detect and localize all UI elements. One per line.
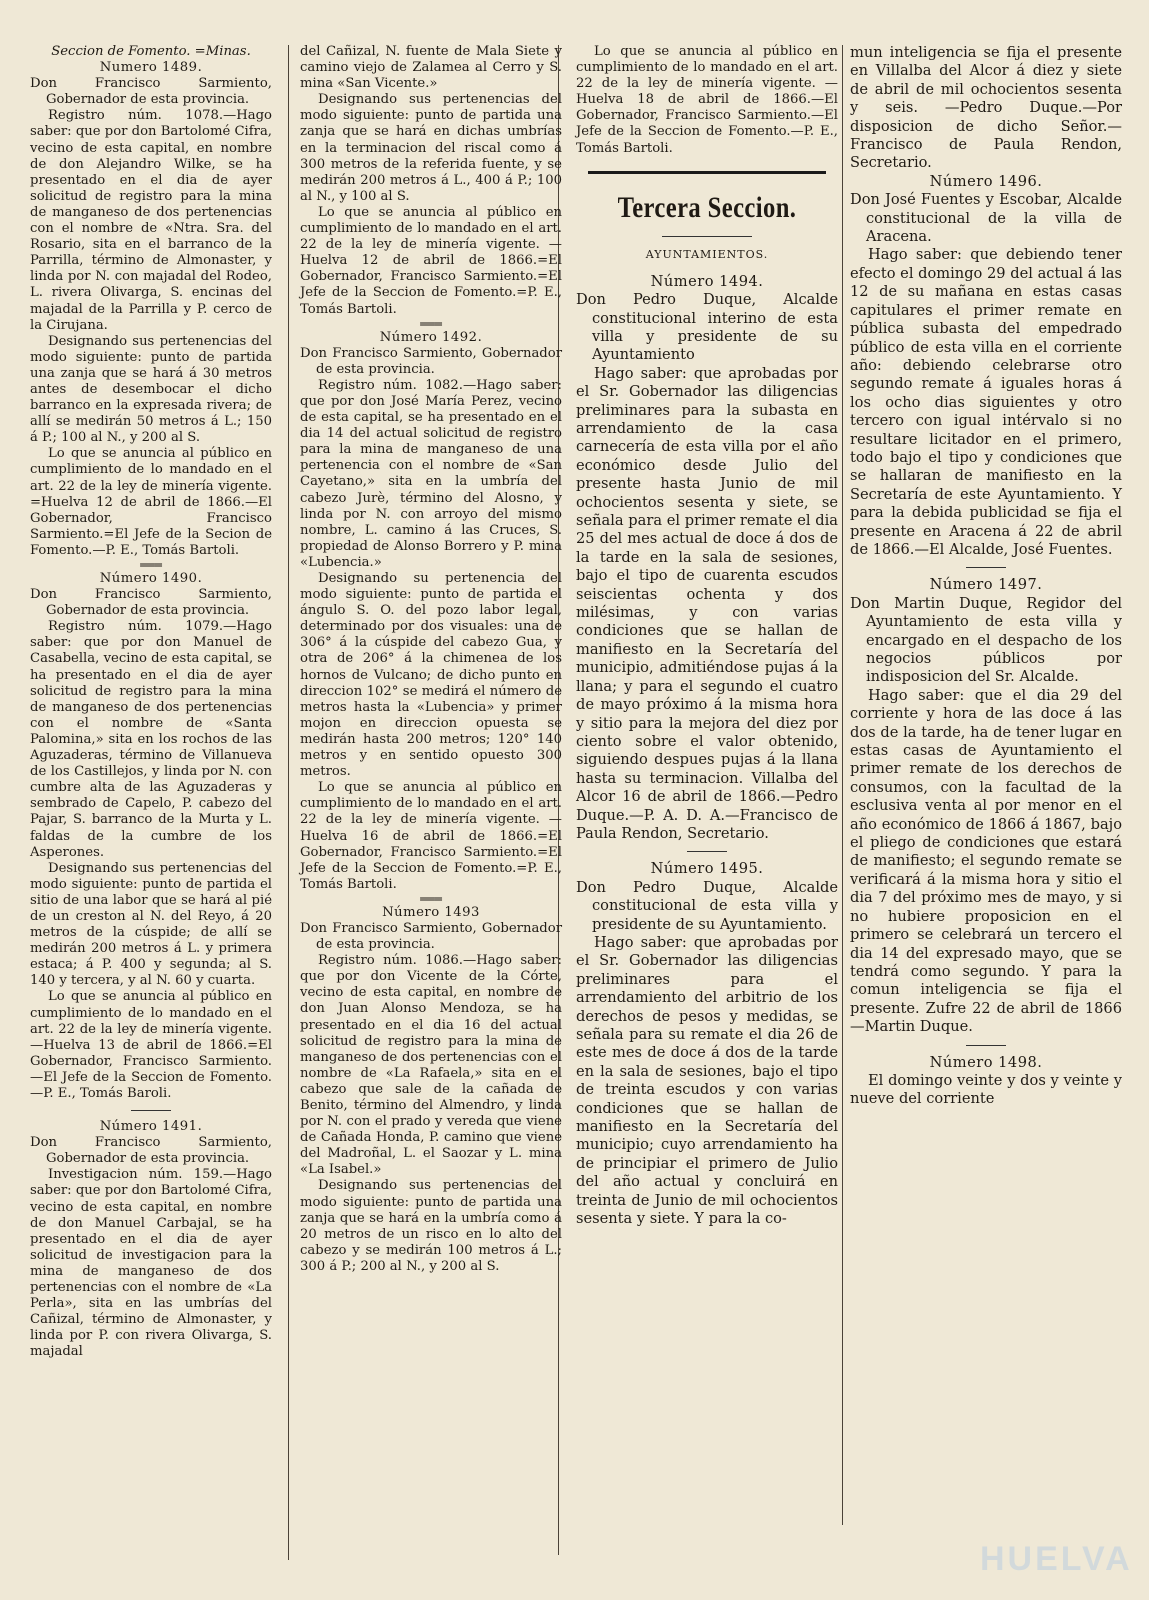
column-rule — [288, 45, 289, 1560]
paragraph: Hago saber: que el dia 29 del corriente y hora de las doce á las dos de la tarde, ha de tener lugar en estas casas de Ayuntamiento el primer remate de los derechos de consumos, con la facultad de la esclusiva venta al por menor en el año económico de 1866 á 1867, bajo el pliego de condiciones que estará de manifiesto; el segundo remate se verificará á la misma hora y sitio el dia 7 del próximo mes de mayo, y si no hubiere proposicion en el primero se celebrará un tercero el dia 14 del expresado mayo, que se tendrá como segundo. Y para la comun inteligencia se fija el presente. Zufre 22 de abril de 1866 —Martin Duque. — [850, 686, 1122, 1036]
separator: ═══ — [420, 316, 442, 331]
paragraph: Hago saber: que debiendo tener efecto el domingo 29 del actual á las 12 de su mañana en estas casas capitulares el primer remate en pública subasta del empedrado público de esta villa en el corriente año: debiendo celebrarse otro segundo remate á iguales horas á los ocho dias siguientes y otro tercero con igual intérvalo si no resultare licitador en el primero, todo bajo el tipo y condiciones que se hallaran de manifiesto en la Secretaría de este Ayuntamiento. Y para la debida publicidad se fija el presente en Aracena á 22 de abril de 1866.—El Alcalde, José Fuentes. — [850, 246, 1122, 558]
section-subtitle: AYUNTAMIENTOS. — [645, 247, 769, 261]
paragraph: mun inteligencia se fija el presente en Villalba del Alcor á diez y siete de abril de mil ochocientos sesenta y seis. —Pedro Duque.—Por disposicion de dicho Señor.—Francisco de Paula Rendon, Secretario. — [850, 44, 1122, 172]
notice-issuer: Don Francisco Sarmiento, Gobernador de esta provincia. — [30, 587, 272, 619]
paragraph: Investigacion núm. 159.—Hago saber: que por don Bartolomé Cifra, vecino de esta capital, en nombre de don Manuel Carbajal, se ha presentado en el dia de ayer solicitud de investigacion para la mina de manganeso de dos pertenencias con el nombre de «La Perla», sita en las umbrías del Cañizal, término de Almonaster, y linda por P. con rivera Olivarga, S. majadal — [30, 1167, 272, 1360]
paragraph: Lo que se anuncia al público en cumplimiento de lo mandado en el art. 22 de la ley de minería vigente. —Huelva 18 de abril de 1866.—El Gobernador, Francisco Sarmiento.—El Jefe de la Seccion de Fomento.—P. E., Tomás Bartoli. — [576, 44, 838, 156]
paragraph: Designando sus pertenencias del modo siguiente: punto de partida una zanja que se hará á 30 metros antes de desembocar el dicho barranco en la expresada rivera; de allí se medirán 50 metros á L.; 150 á P.; 100 al N., y 200 al S. — [30, 333, 272, 446]
paragraph: Designando sus pertenencias del modo siguiente: punto de partida una zanja que se hará en dichas umbrías en la terminacion del riscal como á 300 metros de la referida fuente, y se medirán 200 metros á L., 400 á P.; 100 al N., y 100 al S. — [300, 92, 562, 204]
paragraph: El domingo veinte y dos y veinte y nueve del corriente — [850, 1071, 1122, 1108]
column-rule — [842, 45, 843, 1525]
notice-issuer: Don Pedro Duque, Alcalde constitucional interino de esta villa y presidente de su Ayuntamiento — [576, 291, 838, 364]
notice-number: Número 1498. — [929, 1053, 1043, 1071]
notice-number: Numero 1489. — [99, 60, 203, 76]
column-1 — [30, 44, 272, 1361]
column-2-body — [300, 44, 562, 1275]
section-title: Tercera Seccion. — [617, 190, 797, 224]
notice-number: Número 1490. — [99, 571, 203, 586]
paragraph: Lo que se anuncia al público en cumplimiento de lo mandado en el art. 22 de la ley de minería vigente. —Huelva 13 de abril de 1866.=El Gobernador, Francisco Sarmiento.—El Jefe de la Seccion de Fomento.—P. E., Tomás Baroli. — [30, 989, 272, 1101]
paragraph: Registro núm. 1078.—Hago saber: que por don Bartolomé Cifra, vecino de esta capital, en nombre de don Alejandro Wilke, se ha presentado en el dia de ayer solicitud de registro para la mina de manganeso de dos pertenencias con el nombre de «Ntra. Sra. del Rosario, sita en el barranco de la Parrilla, término de Almonaster, y linda por N. con majadal del Rodeo, L. rivera Olivarga, S. encinas del majadal de la Parrilla y P. cerco de la Cirujana. — [30, 108, 272, 333]
notice-issuer: Don Pedro Duque, Alcalde constitucional de esta villa y presidente de su Ayuntamiento. — [576, 878, 838, 933]
notice-number: Número 1492. — [379, 329, 483, 345]
column-4-body — [850, 44, 1122, 1109]
notice-issuer: Don José Fuentes y Escobar, Alcalde constitucional de la villa de Aracena. — [850, 191, 1122, 246]
notice-issuer: Don Francisco Sarmiento, Gobernador de esta provincia. — [30, 1135, 272, 1167]
paragraph: Hago saber: que aprobadas por el Sr. Gobernador las diligencias preliminares para el arrendamiento del arbitrio de los derechos de pesos y medidas, se señala para su remate el dia 26 de este mes de doce á dos de la tarde en la sala de sesiones, bajo el tipo de treinta escudos y con varias condiciones que se hallan de manifiesto en la Secretaría del municipio; cuyo arrendamiento ha de principiar el primero de Julio del año actual y concluirá en treinta de Junio de mil ochocientos sesenta y siete. Y para la co- — [576, 933, 838, 1228]
column-3 — [576, 44, 838, 1228]
short-divider — [687, 851, 727, 852]
column-4 — [850, 44, 1122, 1109]
column-1-body — [30, 60, 272, 1360]
notice-issuer: Don Francisco Sarmiento, Gobernador de esta provincia. — [300, 345, 562, 377]
paragraph: Registro núm. 1082.—Hago saber: que por don José María Perez, vecino de esta capital, se ha presentado en el dia 14 del actual solicitud de registro para la mina de manganeso de una pertenencia con el nombre de «San Cayetano,» sita en la umbría del cabezo Jurè, término del Alosno, y linda por N. con arroyo del mismo nombre, L. camino á las Cruces, S. propiedad de Alonso Borrero y P. mina «Lubencia.» — [300, 377, 562, 570]
short-divider — [966, 567, 1006, 568]
notice-number: Número 1494. — [650, 272, 764, 290]
paragraph: Registro núm. 1086.—Hago saber: que por don Vicente de la Córte, vecino de esta capital, en nombre de don Juan Alonso Mendoza, se ha presentado en el dia 16 del actual solicitud de registro para la mina de manganeso de dos pertenencias con el nombre de «La Rafaela,» sita en el cabezo que sale de la cañada de Benito, término del Almendro, y linda por N. con el prado y vereda que viene de Cañada Honda, P. camino que viene del Madroñal, L. el Saozar y L. mina «La Isabel.» — [300, 953, 562, 1178]
paragraph: Designando sus pertenencias del modo siguiente: punto de partida una zanja que se hará en la umbría como á 20 metros de un risco en lo alto del cabezo y se medirán 100 metros á L.; 300 á P.; 200 al N., y 200 al S. — [300, 1178, 562, 1274]
notice-number: Número 1491. — [99, 1119, 203, 1135]
notice-number: Número 1496. — [929, 172, 1043, 190]
short-divider — [131, 1110, 171, 1111]
heavy-divider — [588, 171, 826, 174]
column-2 — [300, 44, 562, 1275]
paragraph: Lo que se anuncia al público en cumplimiento de lo mandado en el art. 22 de la ley de minería vigente. —Huelva 16 de abril de 1866.=El Gobernador, Francisco Sarmiento.=El Jefe de la Seccion de Fomento.=P. E., Tomás Bartoli. — [300, 780, 562, 892]
separator: ═══ — [140, 558, 162, 572]
paragraph: Designando su pertenencia del modo siguiente: punto de partida el ángulo S. O. del pozo labor legal, determinado por dos visuales: una de 306° á la cúspide del cabezo Gua, y otra de 206° á la chimenea de los hornos de Vulcano; de dicho punto en direccion 102° se medirá el número de metros hasta la «Lubencia» y primer mojon en direccion opuesta se medirán hasta 200 metros; 120° 140 metros y en sentido opuesto 300 metros. — [300, 571, 562, 780]
section-header: Seccion de Fomento. =Minas. — [51, 44, 251, 59]
notice-number: Número 1495. — [650, 860, 764, 878]
notice-number: Número 1493 — [382, 904, 480, 920]
column-3-top — [576, 44, 838, 157]
column-3-body — [576, 273, 838, 1229]
watermark: HUELVA — [980, 1540, 1133, 1578]
notice-number: Número 1497. — [929, 576, 1043, 594]
paragraph: del Cañizal, N. fuente de Mala Siete y camino viejo de Zalamea al Cerro y S. mina «San Vicente.» — [300, 44, 562, 92]
notice-issuer: Don Martin Duque, Regidor del Ayuntamiento de esta villa y encargado en el despacho de los negocios públicos por indisposicion del Sr. Alcalde. — [850, 594, 1122, 686]
paragraph: Hago saber: que aprobadas por el Sr. Gobernador las diligencias preliminares para la subasta en arrendamiento de la casa carnecería de esta villa por el año económico desde Julio del presente hasta Junio de mil ochocientos sesenta y siete, se señala para el primer remate el dia 25 del mes actual de doce á dos de la tarde en la sala de sesiones, bajo el tipo de cuarenta escudos seiscientas ochenta y dos milésimas, y con varias condiciones que se hallan de manifiesto en la Secretaría del municipio, admitiéndose pujas á la llana; y para el segundo el cuatro de mayo próximo á la misma hora y sitio para la mejora del diez por ciento sobre el valor obtenido, siguiendo despues pujas á la llana hasta su terminacion. Villalba del Alcor 16 de abril de 1866.—Pedro Duque.—P. A. D. A.—Francisco de Paula Rendon, Secretario. — [576, 364, 838, 842]
notice-issuer: Don Francisco Sarmiento, Gobernador de esta provincia. — [30, 76, 272, 108]
thin-divider — [662, 236, 752, 237]
separator: ═══ — [420, 891, 442, 906]
paragraph: Lo que se anuncia al público en cumplimiento de lo mandado en el art. 22 de la ley de minería vigente. =Huelva 12 de abril de 1866.—El Gobernador, Francisco Sarmiento.=El Jefe de la Secion de Fomento.—P. E., Tomás Bartoli. — [30, 446, 272, 558]
notice-issuer: Don Francisco Sarmiento, Gobernador de esta provincia. — [300, 920, 562, 953]
paragraph: Designando sus pertenencias del modo siguiente: punto de partida el sitio de una labor que se hará al pié de un creston al N. del Reyo, á 20 metros de la cúspide; de allí se medirán 200 metros á L. y primera estaca; á P. 400 y segunda; al S. 140 y tercera, y al N. 60 y cuarta. — [30, 860, 272, 989]
short-divider — [966, 1045, 1006, 1046]
paragraph: Registro núm. 1079.—Hago saber: que por don Manuel de Casabella, vecino de esta capital, se ha presentado en el dia de ayer solicitud de registro para la mina de manganeso de dos pertenencias con el nombre de «Santa Palomina,» sita en los rochos de las Aguzaderas, término de Villanueva de los Castillejos, y linda por N. con cumbre alta de las Aguzaderas y sembrado de Capelo, P. cabezo del Pajar, S. barranco de la Murta y L. faldas de la cumbre de los Asperones. — [30, 619, 272, 860]
paragraph: Lo que se anuncia al público en cumplimiento de lo mandado en el art. 22 de la ley de minería vigente. —Huelva 12 de abril de 1866.=El Gobernador, Francisco Sarmiento.=El Jefe de la Seccion de Fomento.=P. E., Tomás Bartoli. — [300, 204, 562, 317]
